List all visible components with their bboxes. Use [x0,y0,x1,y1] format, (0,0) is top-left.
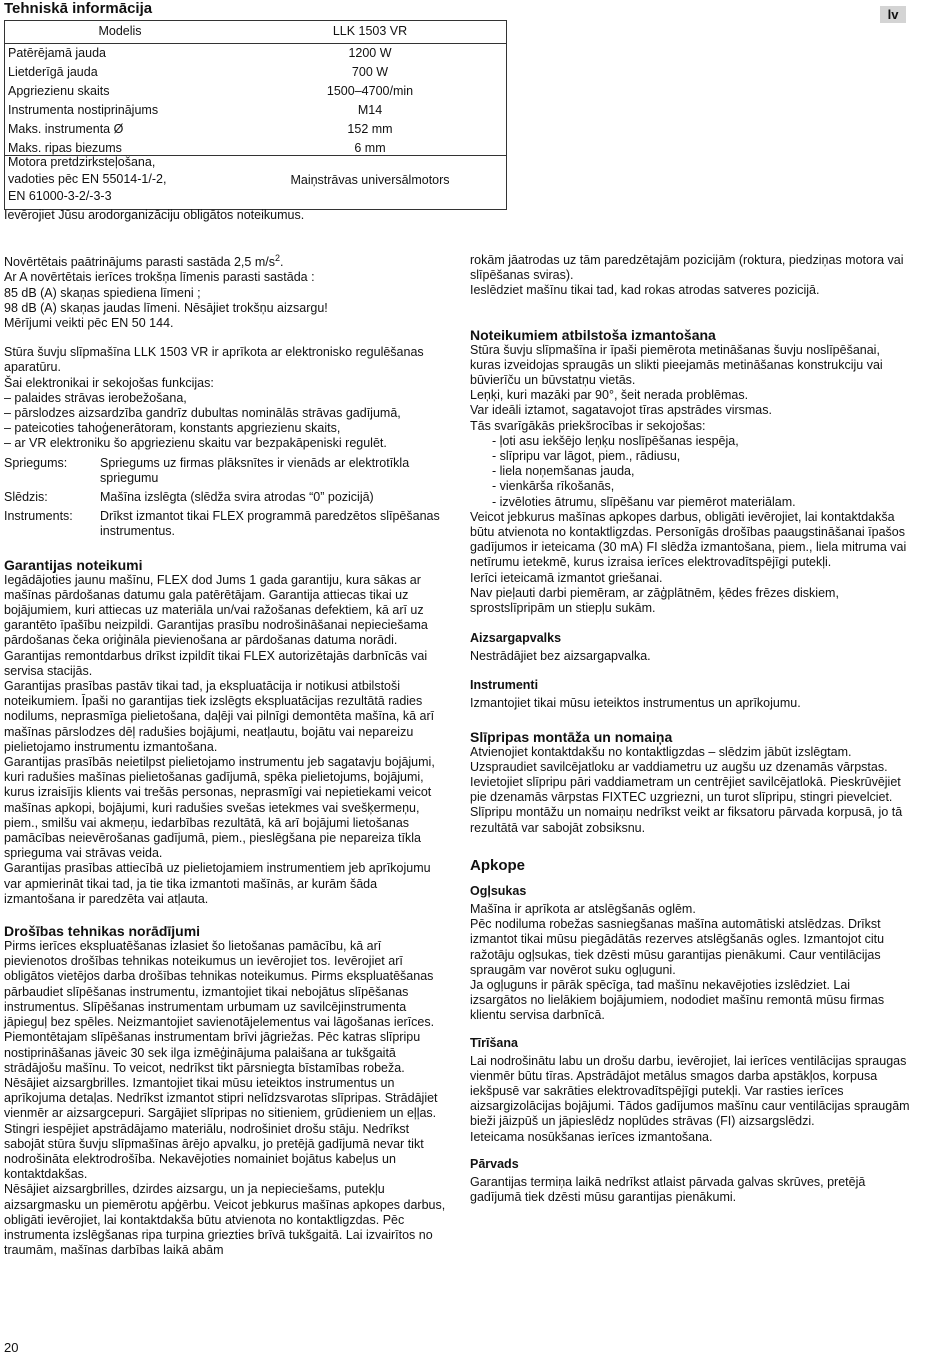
section-heading: Drošības tehnikas norādījumi [4,923,201,940]
paragraph: 98 dB (A) skaņas jaudas līmeni. Nēsājiet trokšņu aizsargu! [4,300,328,315]
list-item: – pārslodzes aizsardzība gandrīz dubultas nominālās strāvas gadījumā, [4,405,401,420]
paragraph: Pirms ierīces ekspluatēšanas izlasiet šo lietošanas pamācību, kā arī pievienotos drošības tehnikas noteikumus un ievērojiet tos. Ievērojiet arī obligātos vietējos darba drošības tehnikas noteikumus. Pirms ekspluatēšanas pārbaudiet slīpēšanas instrumentu, izmantojiet tikai nebojātus slīpēšanas instrumentus. Slīpēšanas instrumentam urbumam uz savilcējinstrumenta jāpieguļ bez spēles. Neizmantojiet savienotājelementus vai lāgošanas ierīces. Piemontētajam slīpēšanas instrumentam brīvi jāgriežas. Pēc katras slīpripu nostiprināšanas jāveic 30 sek ilga izmēģinājuma palaišana ar tukšgaitā strādājošu mašīnu. To veicot, nedrīkst tikt pārsniegta bīstamības robeža. Nēsājiet aizsargbrilles. Izmantojiet tikai mūsu ieteiktos instrumentus un aprīkojuma detaļas. Nedrīkst izmantot stipri nelīdzsvarotas slīpripas. Strādājiet vienmēr ar aizsargcepuri. Sargājiet slīpripas no sitieniem, grūdieniem un eļļas. [4,939,438,1121]
spec-value: 1200 W [348,46,392,60]
definition-row [4,456,446,486]
left-column [4,251,446,1258]
paragraph: Leņķi, kuri mazāki par 90°, šeit nerada problēmas. [470,388,749,403]
spec-row [5,120,506,139]
spec-value: M14 [357,103,383,117]
list-item: – pateicoties tahoģenerātoram, konstants apgriezienu skaits, [4,421,341,436]
spec-key: Maks. ripas biezums [8,141,122,155]
spec-note: Ievērojiet Jūsu arodorganizāciju obligātos noteikumus. [4,208,305,222]
list-item: - vienkārša rīkošanās, [492,479,615,494]
spec-key-line: Motora pretdzirksteļošana, [8,155,156,169]
spec-header [5,21,506,44]
definition-desc: Drīkst izmantot tikai FLEX programmā paredzētos slīpēšanas instrumentus. [100,509,440,539]
list-item: - liela noņemšanas jauda, [492,464,635,479]
spec-value: 6 mm [354,141,386,155]
spec-value: 1500–4700/min [326,84,414,98]
list-item: - izvēloties ātrumu, slīpēšanu var piemērot materiālam. [492,494,796,509]
paragraph: Ar A novērtētais ierīces trokšņa līmenis parasti sastāda : [4,270,315,285]
spec-value: Maiņstrāvas universālmotors [290,173,450,187]
paragraph: 85 dB (A) skaņas spiediena līmeni ; [4,285,201,300]
section-heading: Noteikumiem atbilstoša izmantošana [470,326,716,343]
paragraph: Iegādājoties jaunu mašīnu, FLEX dod Jums 1 gada garantiju, kura sākas ar mašīnas pārdošanas datumu gala patērētājam. Garantija attiecas tikai uz bojājumiem, kuri attiecas uz materiāla un/vai ražošanas defektiem, kā arī uz garantēto īpašību neizpildi. Garantijas prasību nodrošināšanai nepieciešama pārdošanas čeka oriģināla pievienošana ar pārdošanas datuma norādi. [4,572,428,648]
paragraph: Šai elektronikai ir sekojošas funkcijas: [4,375,214,390]
definition-desc: Mašīna izslēgta (slēdža svira atrodas “0” pozicijā) [100,490,374,504]
paragraph: Garantijas prasībās neietilpst pielietojamo instrumentu jeb sagatavju bojājumi, kuri radušies mašīnas pielietošanas gadījumā, spēka pielietojums, bojājumi, kurus izraisījis klients vai trešās personas, neprasmīgi vai nepietiekami veicot mašīnas apkopi, bojājumi, kuri radušies svešas ietekmes vai svešķermeņu, piem., smilšu vai akmeņu, iedarbības rezultātā, kā arī bojājumi lietošanas pamācības neievērošanas gadījumā, piem., pieslēgšana pie nepareiza tīkla sprieguma vai strāvas veida. [4,755,435,861]
definition-row [4,490,446,505]
list-item: - slīpripu var lāgot, piem., rādiusu, [492,449,681,464]
subsection-heading: Instrumenti [470,678,539,693]
paragraph: Var ideāli iztamot, sagatavojot tīras apstrādes virsmas. [470,403,772,418]
spec-header-label: Modelis [98,24,142,38]
spec-table [4,20,507,210]
spec-row [5,101,506,120]
paragraph: Stingri iespējiet apstrādājamo materiālu, nodrošiniet drošu stāju. Nedrīkst sabojāt stūra šuvju slīpmašīnas ārējo apvalku, jo pretējā gadījumā nevar tikt nodrošināta elektrodrošība. Nekavējoties nomainiet bojātus kabeļus un kontaktdakšas. [4,1121,424,1182]
paragraph: rokām jāatrodas uz tām paredzētajām pozicijām (roktura, piedziņas motora vai slīpēšanas sviras). [470,253,904,283]
paragraph: Izmantojiet tikai mūsu ieteiktos instrumentus un aprīkojumu. [470,696,801,711]
paragraph: Ieslēdziet mašīnu tikai tad, kad rokas atrodas satveres pozicijā. [470,283,820,298]
paragraph: Stūra šuvju slīpmašīna ir īpaši piemērota metināšanas šuvju noslīpēšanai, kuras izveidojas spraugās un slikti pieejamās metināšanas konstrukciju vai būvierīču un būvstatņu vietās. [470,342,883,388]
paragraph: Stūra šuvju slīpmašīna LLK 1503 VR ir aprīkota ar elektronisko regulēšanas aparatūru. [4,345,424,375]
definition-term: Slēdzis: [4,490,48,504]
paragraph: Ieteicama nosūkšanas ierīces izmantošana. [470,1129,713,1144]
spec-key-line: vadoties pēc EN 55014-1/-2, [8,172,167,186]
subsection-heading: Ogļsukas [470,883,527,898]
spec-value: 700 W [351,65,389,79]
language-badge: lv [880,6,906,23]
paragraph: Pēc nodiluma robežas sasniegšanas mašīna automātiski atslēdzas. Drīkst izmantot tikai mūsu piegādātās rezerves atslēgšanās ogles. Izmantojot citu ražotāju ogļsukas, tiek dzēsti mūsu garantijas pienākumi. Caur ventilācijas spraugām var novērot suku ogļuguni. [470,917,885,977]
section-heading: Slīpripas montāža un nomaiņa [470,728,673,745]
spec-key [8,154,166,205]
list-item: - ļoti asu iekšējo leņķu noslīpēšanas iespēja, [492,433,739,448]
definition-row [4,509,446,539]
spec-row [5,63,506,82]
subsection-heading: Aizsargapvalks [470,631,562,646]
paragraph: Tās svarīgākās priekšrocības ir sekojošas: [470,418,706,433]
list-item: – ar VR elektroniku šo apgriezienu skaitu var bezpakāpeniski regulēt. [4,436,387,451]
paragraph: Garantijas prasības pastāv tikai tad, ja ekspluatācija ir notikusi atbilstoši noteikumiem. Īpaši no garantijas tiek izslēgts ekspluatācijas rezultātā radies nodilums, neprasmīga pielietošana, daļēji vai pilnīgi demontēta mašīna, kā arī mašīnas pārslodzes dēļ radušies bojājumi, neatļautu, bojātu vai nepareizu pielietojamo instrumentu izmantošana. [4,679,435,754]
spec-header-model: LLK 1503 VR [332,24,408,38]
page-number: 20 [4,1340,19,1355]
text: Novērtētais paātrinājums parasti sastāda 2,5 m/s [4,255,275,270]
paragraph [4,251,446,270]
spec-key: Instrumenta nostiprinājums [8,103,159,117]
paragraph: Ja ogļuguns ir pārāk spēcīga, tad mašīnu nekavējoties izslēdziet. Lai izsargātos no lielākiem bojājumiem, nododiet mašīnu remontā mūsu firmas klientu servisa darbnīcā. [470,977,885,1023]
paragraph: Nēsājiet aizsargbrilles, dzirdes aizsargu, un ja nepieciešams, putekļu aizsargmasku un piemērotu apģērbu. Veicot jebkurus mašīnas apkopes darbus, obligāti ievērojiet, lai kontaktdakša būtu atvienota no kontaktligzdas. Pēc instrumenta izslēgšanas ripa turpina griezties brīvā tukšgaitā. Lai izvairītos no traumām, mašīnas darbības laikā abām [4,1182,446,1258]
paragraph: Nav pieļauti darbi piemēram, ar zāģplātnēm, ķēdes frēzes diskiem, sprostslīpripām un stiepļu sukām. [470,585,839,616]
spec-key: Apgriezienu skaits [8,84,110,98]
section-heading: Apkope [470,856,526,874]
definition-list [4,456,446,540]
paragraph: Ierīci ieteicamā izmantot griešanai. [470,570,663,585]
definition-term: Spriegums: [4,455,68,470]
superscript: 2 [274,253,280,263]
text: . [279,255,284,270]
spec-row [5,82,506,101]
paragraph: Garantijas prasības attiecībā uz pielietojamiem instrumentiem jeb aprīkojumu var apmierināt tikai tad, ja tie tika izmantoti mašīnās, ar kurām šāda izmantošana ir paredzēta vai atļauta. [4,861,431,906]
definition-desc: Spriegums uz firmas plāksnītes ir vienāds ar elektrotīkla spriegumu [100,455,410,485]
paragraph: Nestrādājiet bez aizsargapvalka. [470,649,651,664]
page-title: Tehniskā informācija [4,0,153,17]
spec-key: Patērējamā jauda [8,46,106,60]
right-column [470,253,910,1205]
subsection-heading: Pārvads [470,1156,519,1171]
section-heading: Garantijas noteikumi [4,556,143,573]
spec-row [5,44,506,63]
paragraph: Veicot jebkurus mašīnas apkopes darbus, obligāti ievērojiet, lai kontaktdakša būtu atvienota no kontaktligzdas. Personīgās drošības paaugstināšanai īpašos gadījumos ir ieteicama (30 mA) FI slēdža izmantošana, piem., liela mitruma vai netīrumu ietekmē, kurus izraisa ierīces elektrovadītspējīgi putekļi. [470,509,907,570]
spec-key: Maks. instrumenta Ø [8,122,124,136]
paragraph: Lai nodrošinātu labu un drošu darbu, ievērojiet, lai ierīces ventilācijas spraugas vienmēr būtu tīras. Apstrādājot metālus smagos darba apstākļos, korpusa iekšpusē var sakrāties elektrovadītspējīgi putekļi. Var rasties ierīces aizsargizolācijas bojājumi. Tādos gadījumos mašīnu caur ventilācijas spraugām bieži jāizpūš un jāpieslēdz noplūdes strāvas (FI) aizsargslēdzi. [470,1053,910,1129]
definition-term: Instruments: [4,509,73,524]
paragraph: Atvienojiet kontaktdakšu no kontaktligzdas – slēdzim jābūt izslēgtam. Uzspraudiet savilcējatloku ar vaddiametru uz augšu uz dzenamās vārpstas. Ievietojiet slīpripu pāri vaddiametram un centrējiet savilcējatlokā. Pieskrūvējiet pie dzenamās vārpstas FIXTEC uzgriezni, un turot slīpripu, stingri pievelciet. Slīpripu montāžu un nomaiņu nedrīkst veikt ar fiksatoru pārvada korpusā, jo tā rezultātā var sabojāt zobsiksnu. [470,744,903,835]
subsection-heading: Tīrīšana [470,1035,518,1050]
list-item: – palaides strāvas ierobežošana, [4,390,187,405]
paragraph: Mašīna ir aprīkota ar atslēgšanās oglēm. [470,901,696,916]
spec-key-line: EN 61000-3-2/-3-3 [8,189,112,203]
spec-value: 152 mm [347,122,393,136]
paragraph: Garantijas remontdarbus drīkst izpildīt tikai FLEX autorizētajās darbnīcās vai servisa stacijās. [4,648,428,678]
spec-row-motor [5,154,506,206]
paragraph: Mērījumi veikti pēc EN 50 144. [4,315,174,330]
paragraph: Garantijas termiņa laikā nedrīkst atlaist pārvada galvas skrūves, pretējā gadījumā tiek dzēsti mūsu garantijas pienākumi. [470,1174,866,1204]
spec-key: Lietderīgā jauda [8,65,98,79]
